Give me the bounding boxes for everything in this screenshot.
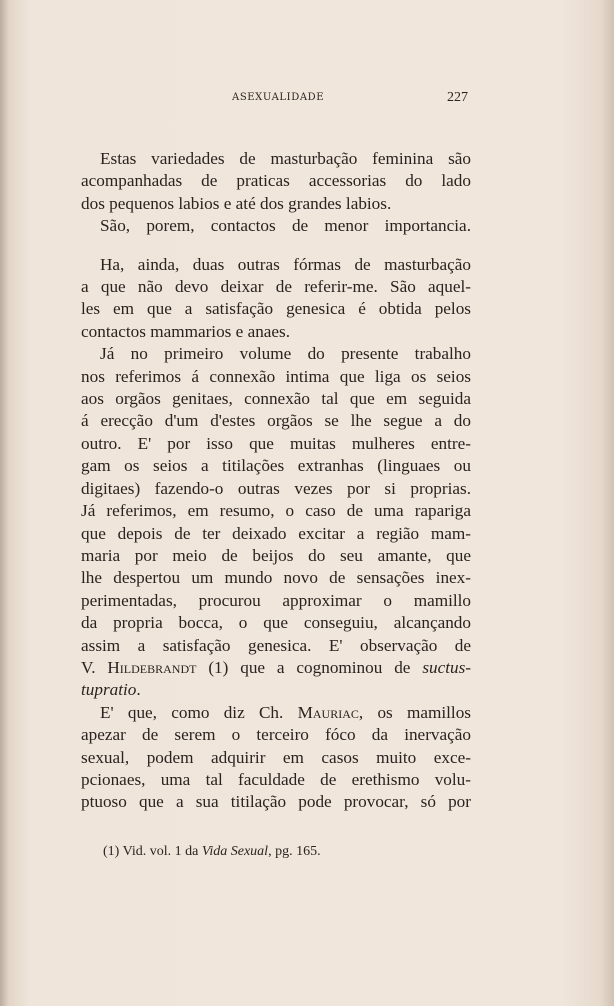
author-initial: Ch. xyxy=(258,702,298,722)
opening-pre: E' que, como diz xyxy=(100,702,259,722)
text-line: São, porem, contactos de menor importancia. xyxy=(100,216,471,236)
text-line: aos orgãos genitaes, connexão tal que em seguida xyxy=(81,389,471,409)
author-name: Mauriac xyxy=(297,702,359,722)
text-line: á erecção d'um d'estes orgãos se lhe segue a do xyxy=(81,411,471,431)
text-line: pcionaes, uma tal faculdade de erethismo volu- xyxy=(81,769,471,789)
text-line: perimentadas, procurou approximar o mamillo xyxy=(81,590,471,610)
text-line: nos referimos á connexão intima que liga os seios xyxy=(81,366,471,386)
author-name: Hildebrandt xyxy=(107,657,197,677)
paragraph-2 xyxy=(81,215,471,237)
text-line: sexual, podem adquirir em casos muito exce- xyxy=(81,747,471,767)
running-head xyxy=(0,92,614,112)
text-line: ptuoso que a sua titilação pode provocar, só por xyxy=(81,792,471,812)
text-line: contactos mammarios e anaes. xyxy=(81,321,291,341)
opening-post: , os mamillos xyxy=(358,702,471,722)
footnote-work-title: Vida Sexual xyxy=(201,844,269,859)
text-line: maria por meio de beijos do seu amante, que xyxy=(81,545,471,565)
reference-text: (1) que a cognominou de xyxy=(196,657,423,677)
opening-line xyxy=(81,702,471,724)
paragraph-3 xyxy=(81,254,471,344)
text-line: dos pequenos labios e até dos grandes labios. xyxy=(81,193,392,213)
page-number: 227 xyxy=(447,90,468,105)
running-head-title: ASEXUALIDADE xyxy=(232,92,325,103)
text-line: assim a satisfação genesica. E' observação de xyxy=(81,635,471,655)
footnote xyxy=(103,844,321,860)
term-period: . xyxy=(136,680,141,700)
text-line: que depois de ter deixado excitar a região mam- xyxy=(81,523,471,543)
section-gap xyxy=(81,238,471,254)
text-line: Já referimos, em resumo, o caso de uma rapariga xyxy=(81,501,471,521)
paragraph-1 xyxy=(81,148,471,215)
text-line: da propria bocca, o que conseguiu, alcançando xyxy=(81,613,471,633)
text-line: Ha, ainda, duas outras fórmas de masturbação xyxy=(100,254,471,274)
author-initial: V. xyxy=(81,657,108,677)
latin-term-end: tupratio xyxy=(81,680,137,700)
latin-term: suctus- xyxy=(422,657,472,677)
paragraph-5 xyxy=(81,702,471,814)
text-line: apezar de serem o terceiro fóco da inervação xyxy=(81,725,471,745)
paragraph-4 xyxy=(81,343,471,702)
text-line: Estas variedades de masturbação feminina são xyxy=(100,149,471,168)
footnote-marker: (1) xyxy=(103,844,123,859)
footnote-post: , pg. 165. xyxy=(268,844,321,859)
text-line: gam os seios a titilações extranhas (linguaes ou xyxy=(81,456,471,476)
text-line: acompanhadas de praticas accessorias do lado xyxy=(81,171,471,191)
reference-line xyxy=(81,657,471,679)
body-text xyxy=(81,148,471,814)
text-line: Já no primeiro volume do presente trabalho xyxy=(100,344,471,364)
text-line: lhe despertou um mundo novo de sensações inex- xyxy=(81,568,471,588)
text-line: a que não devo deixar de referir-me. São aquel- xyxy=(81,277,471,297)
text-line xyxy=(81,679,471,701)
text-line: les em que a satisfação genesica é obtida pelos xyxy=(81,299,471,319)
text-line: digitaes) fazendo-o outras vezes por si proprias. xyxy=(81,478,471,498)
footnote-pre: Vid. vol. 1 da xyxy=(122,844,202,859)
text-line: outro. E' por isso que muitas mulheres entre- xyxy=(81,433,471,453)
